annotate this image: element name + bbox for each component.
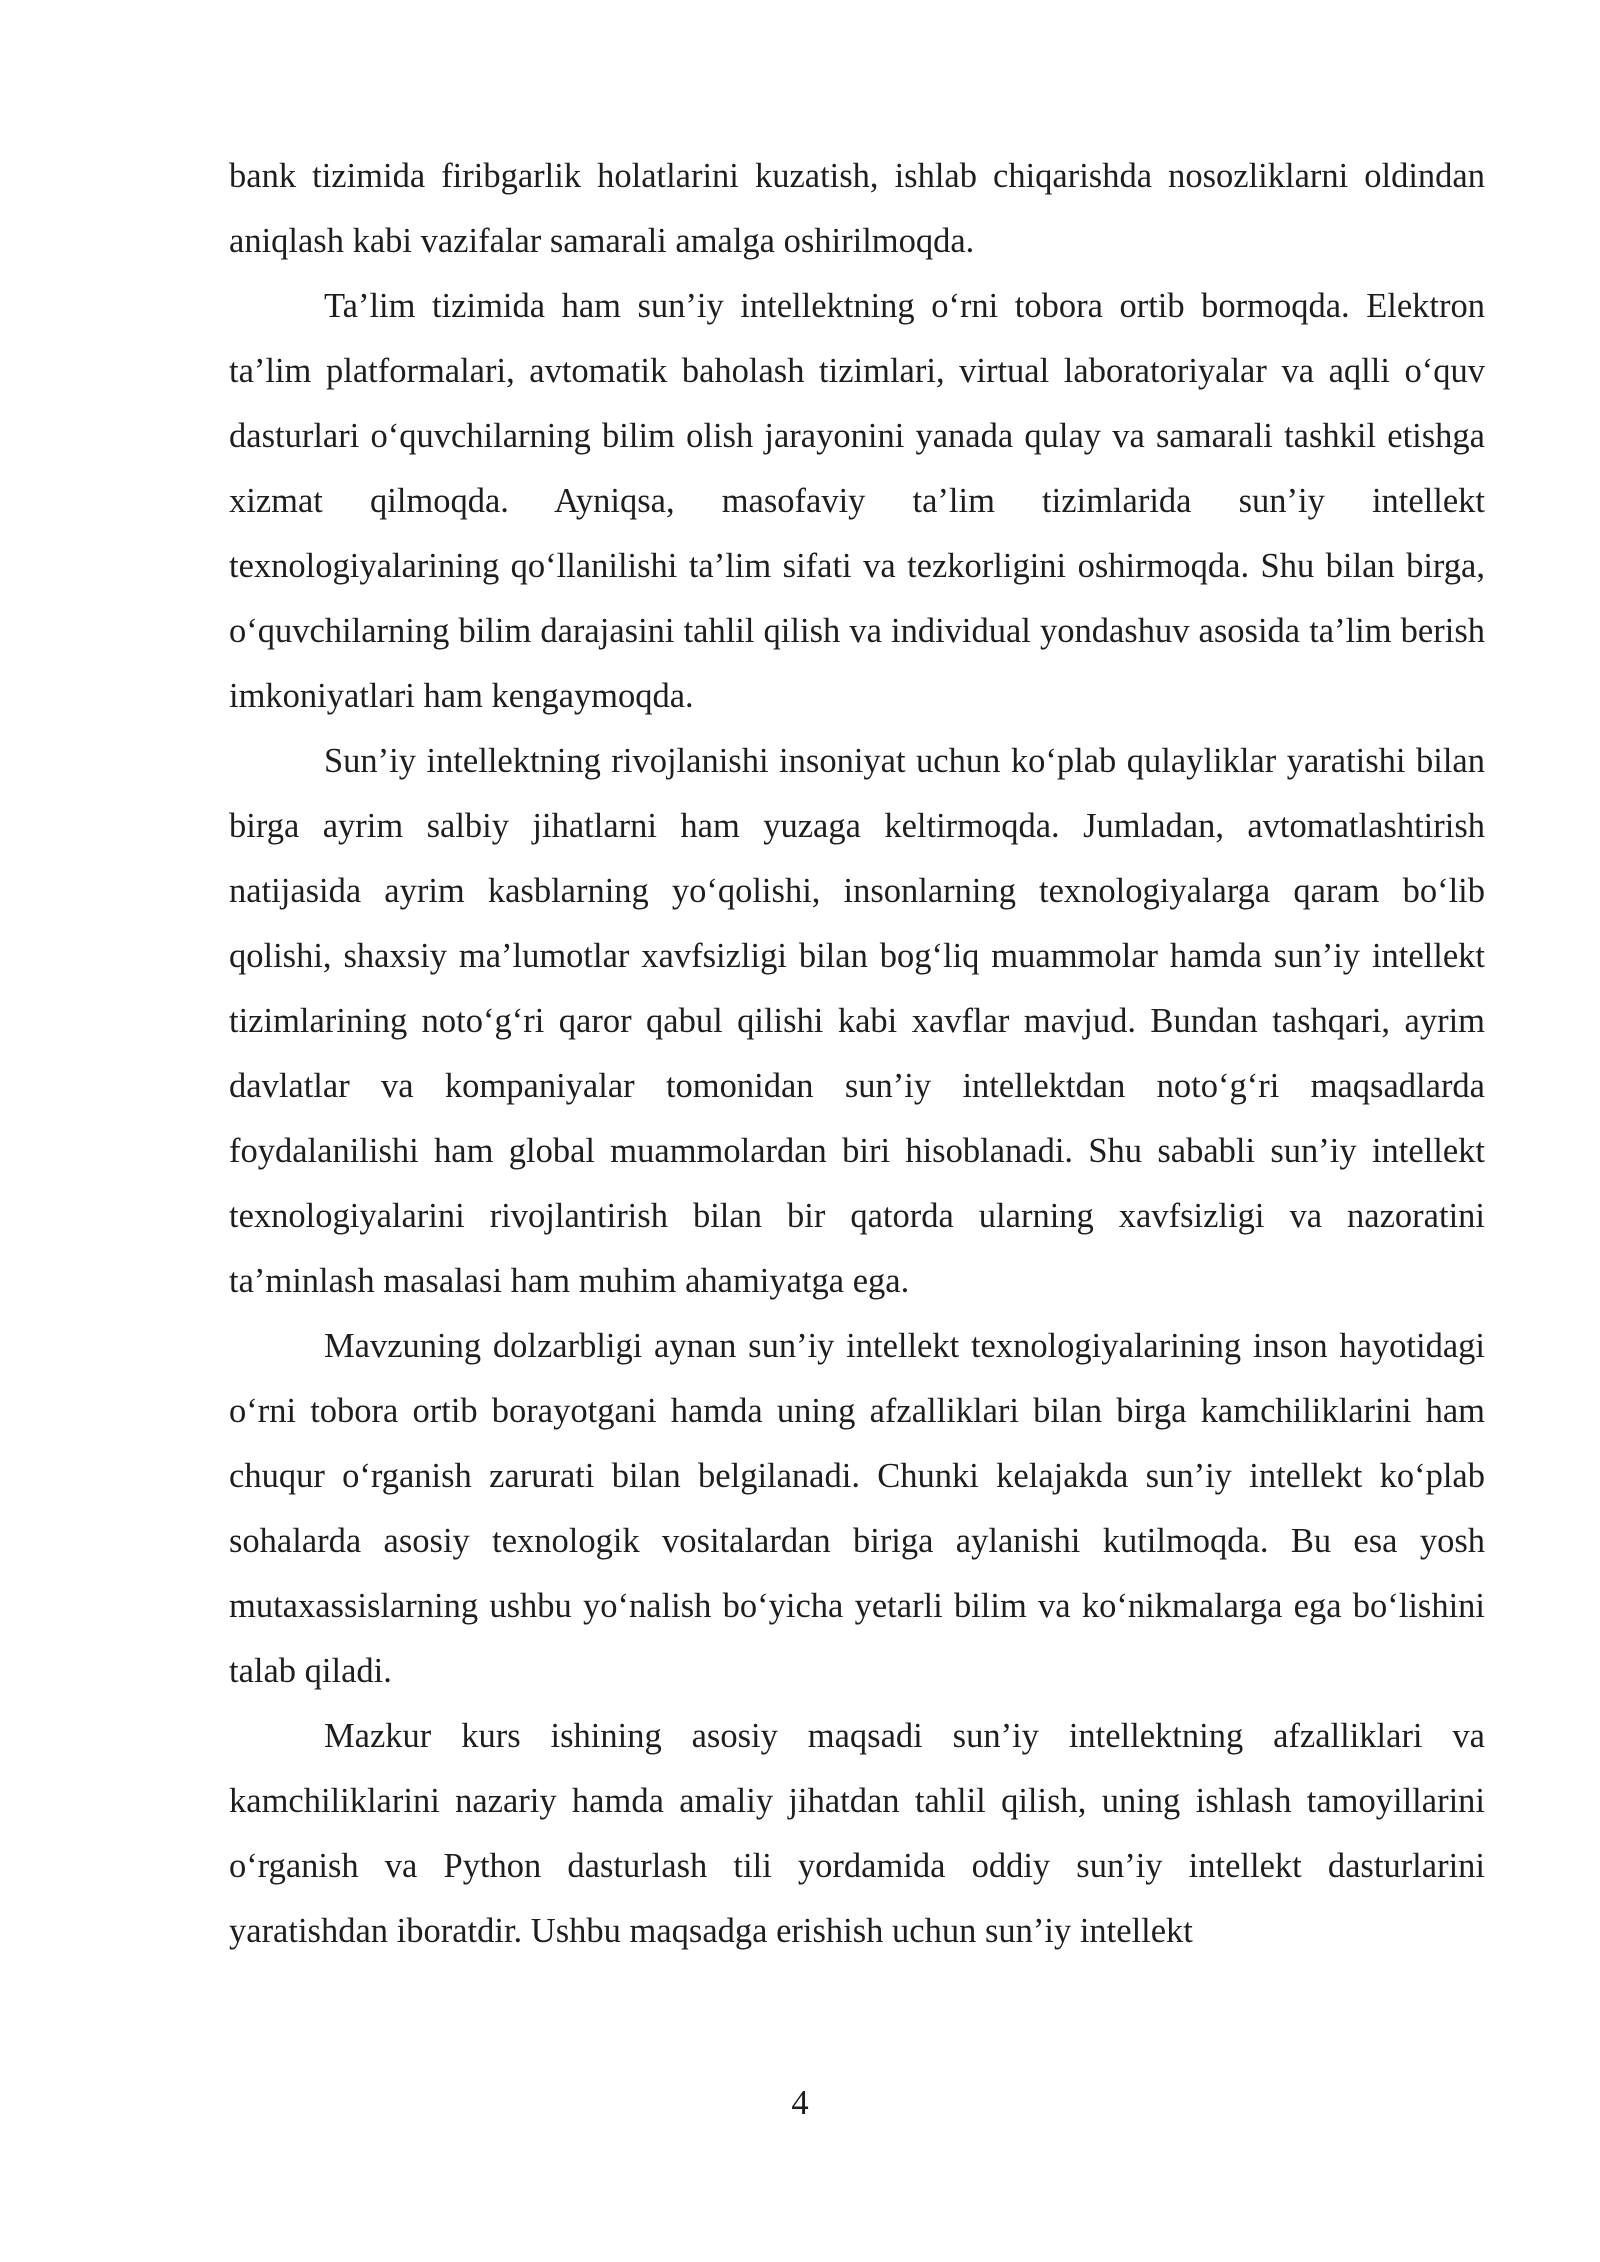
page-number: 4 bbox=[791, 2084, 809, 2122]
paragraph-education: Ta’lim tizimida ham sun’iy intellektning o‘rni tobora ortib bormoqda. Elektron ta’lim platformalari, avtomatik baholash tizimlari, virtual laboratoriyalar va aqlli o‘quv dasturlari o‘quvchilarning bilim olish jarayonini yanada qulay va samarali tashkil etishga xizmat qilmoqda. Ayniqsa, masofaviy ta’lim tizimlarida sun’iy intellekt texnologiyalarining qo‘llanilishi ta’lim sifati va tezkorligini oshirmoqda. Shu bilan birga, o‘quvchilarning bilim darajasini tahlil qilish va individual yondashuv asosida ta’lim berish imkoniyatlari ham kengaymoqda. bbox=[229, 287, 1485, 715]
paragraph-risks: Sun’iy intellektning rivojlanishi insoniyat uchun ko‘plab qulayliklar yaratishi bilan birga ayrim salbiy jihatlarni ham yuzaga keltirmoqda. Jumladan, avtomatlashtirish natijasida ayrim kasblarning yo‘qolishi, insonlarning texnologiyalarga qaram bo‘lib qolishi, shaxsiy ma’lumotlar xavfsizligi bilan bog‘liq muammolar hamda sun’iy intellekt tizimlarining noto‘g‘ri qaror qabul qilishi kabi xavflar mavjud. Bundan tashqari, ayrim davlatlar va kompaniyalar tomonidan sun’iy intellektdan noto‘g‘ri maqsadlarda foydalanilishi ham global muammolardan biri hisoblanadi. Shu sababli sun’iy intellekt texnologiyalarini rivojlantirish bilan bir qatorda ularning xavfsizligi va nazoratini ta’minlash masalasi ham muhim ahamiyatga ega. bbox=[229, 742, 1485, 1300]
paragraph-continuation: bank tizimida firibgarlik holatlarini kuzatish, ishlab chiqarishda nosozliklarni oldindan aniqlash kabi vazifalar samarali amalga oshirilmoqda. bbox=[229, 157, 1485, 260]
paragraph-relevance: Mavzuning dolzarbligi aynan sun’iy intellekt texnologiyalarining inson hayotidagi o‘rni tobora ortib borayotgani hamda uning afzalliklari bilan birga kamchiliklarini ham chuqur o‘rganish zarurati bilan belgilanadi. Chunki kelajakda sun’iy intellekt ko‘plab sohalarda asosiy texnologik vositalardan biriga aylanishi kutilmoqda. Bu esa yosh mutaxassislarning ushbu yo‘nalish bo‘yicha yetarli bilim va ko‘nikmalarga ega bo‘lishini talab qiladi. bbox=[229, 1327, 1485, 1690]
paragraph-goal: Mazkur kurs ishining asosiy maqsadi sun’iy intellektning afzalliklari va kamchiliklarini nazariy hamda amaliy jihatdan tahlil qilish, uning ishlash tamoyillarini o‘rganish va Python dasturlash tili yordamida oddiy sun’iy intellekt dasturlarini yaratishdan iboratdir. Ushbu maqsadga erishish uchun sun’iy intellekt bbox=[229, 1717, 1485, 1950]
body-text bbox=[229, 144, 1485, 1964]
